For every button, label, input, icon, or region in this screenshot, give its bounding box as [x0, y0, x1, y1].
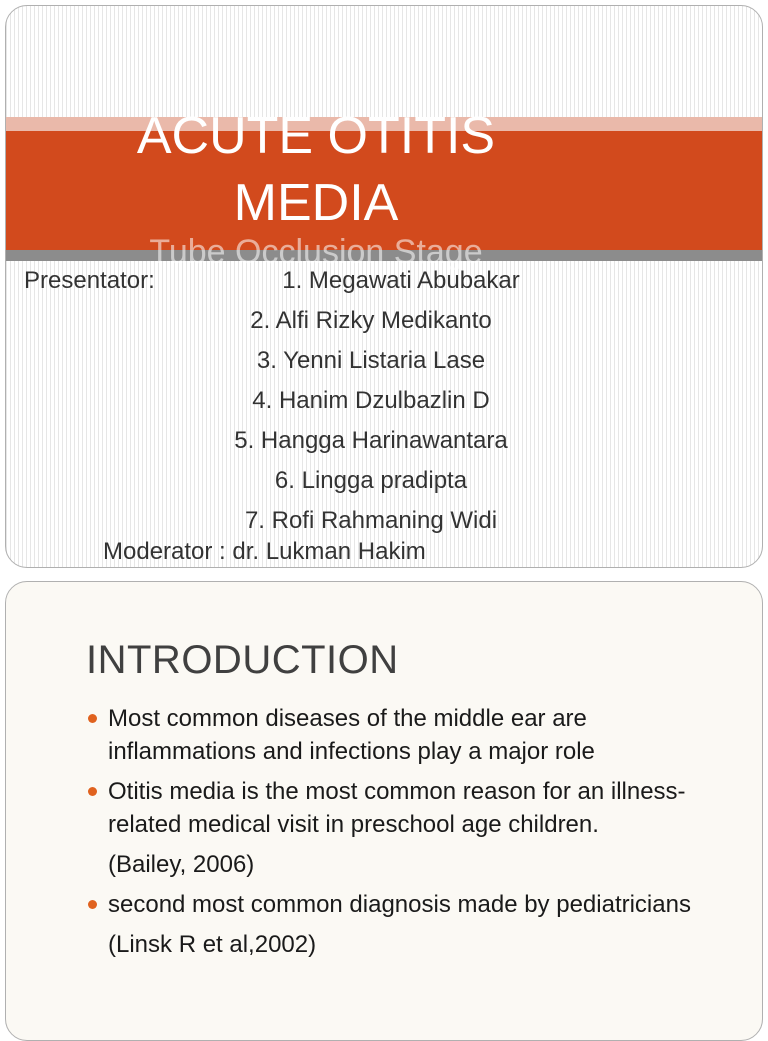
- bullet-dot-icon: [88, 900, 97, 909]
- slide-subtitle: Tube Occlusion Stage: [149, 233, 483, 271]
- presenter-name: 1. Megawati Abubakar: [282, 267, 520, 294]
- bullet-item: [86, 888, 726, 921]
- slide-heading: INTRODUCTION: [86, 638, 399, 682]
- bullet-list: [86, 702, 726, 968]
- presenter-name: 7. Rofi Rahmaning Widi: [244, 507, 498, 534]
- bullet-dot-icon: [88, 787, 97, 796]
- presenter-name: 5. Hangga Harinawantara: [234, 427, 508, 454]
- introduction-slide: [5, 581, 763, 1041]
- moderator: Moderator : dr. Lukman Hakim: [103, 538, 426, 565]
- presenter-name: 2. Alfi Rizky Medikanto: [250, 307, 492, 334]
- citation: (Linsk R et al,2002): [108, 931, 317, 958]
- bullet-dot-icon: [88, 714, 97, 723]
- slide-title-line2: MEDIA: [233, 174, 399, 232]
- bullet-item: [86, 702, 726, 768]
- bullet-text: Most common diseases of the middle ear are inflammations and infections play a major role: [108, 705, 595, 765]
- title-slide: [5, 5, 763, 568]
- bullet-item: [86, 775, 726, 841]
- presenter-name: 3. Yenni Listaria Lase: [256, 347, 486, 374]
- presenter-name: 4. Hanim Dzulbazlin D: [252, 387, 490, 414]
- bullet-text: Otitis media is the most common reason for an illness-related medical visit in preschool age children.: [108, 778, 686, 838]
- bullet-text: second most common diagnosis made by pediatricians: [108, 891, 691, 918]
- presenter-name: 6. Lingga pradipta: [274, 467, 468, 494]
- presenter-list: [6, 261, 736, 565]
- citation: (Bailey, 2006): [108, 851, 255, 878]
- slide-title-line1: ACUTE OTITIS: [136, 107, 496, 165]
- presentator-label: Presentator:: [24, 267, 155, 294]
